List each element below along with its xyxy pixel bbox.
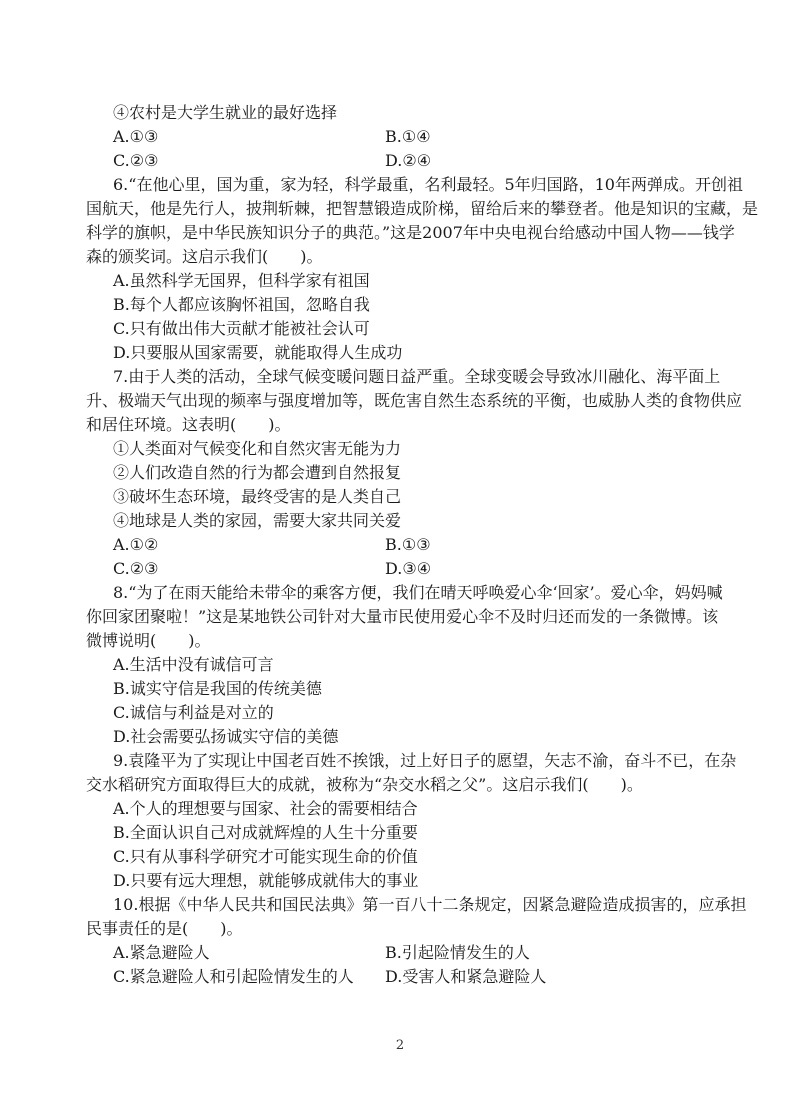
q6-option-c: C.只有做出伟大贡献才能被社会认可 (113, 319, 370, 338)
q7-stem-line-2: 升、极端天气出现的频率与强度增加等，既危害自然生态系统的平衡，也威胁人类的食物供应 (86, 391, 743, 410)
q10-option-d: D.受害人和紧急避险人 (385, 967, 547, 986)
q5-option-b: B.①④ (385, 127, 431, 146)
q8-stem-line-2: 你回家团聚啦！”这是某地铁公司针对大量市民使用爱心伞不及时归还而发的一条微博。该 (86, 607, 719, 626)
q5-option-a: A.①③ (113, 127, 159, 146)
q5-item-4: ④农村是大学生就业的最好选择 (113, 103, 338, 122)
q6-stem-line-2: 国航天，他是先行人，披荆斩棘，把智慧锻造成阶梯，留给后来的攀登者。他是知识的宝藏，是 (86, 199, 759, 218)
q7-option-d: D.③④ (385, 559, 432, 578)
q9-stem-line-1: 9.袁隆平为了实现让中国老百姓不挨饿，过上好日子的愿望，矢志不渝，奋斗不已，在杂 (113, 751, 737, 770)
q5-option-d: D.②④ (385, 151, 432, 170)
q7-item-1: ①人类面对气候变化和自然灾害无能为力 (113, 439, 402, 458)
q10-option-c: C.紧急避险人和引起险情发生的人 (113, 967, 354, 986)
q10-stem-line-2: 民事责任的是( )。 (86, 919, 243, 938)
q8-option-b: B.诚实守信是我国的传统美德 (113, 679, 322, 698)
q8-stem-line-1: 8.“为了在雨天能给未带伞的乘客方便，我们在晴天呼唤爱心伞‘回家’。爱心伞，妈妈喊 (113, 583, 723, 602)
q8-option-d: D.社会需要弘扬诚实守信的美德 (113, 727, 339, 746)
q7-item-3: ③破坏生态环境，最终受害的是人类自己 (113, 487, 402, 506)
q7-stem-line-3: 和居住环境。这表明( )。 (86, 415, 291, 434)
q7-item-4: ④地球是人类的家园，需要大家共同关爱 (113, 511, 402, 530)
q9-option-b: B.全面认识自己对成就辉煌的人生十分重要 (113, 823, 418, 842)
q6-option-d: D.只要服从国家需要，就能取得人生成功 (113, 343, 403, 362)
q5-option-c: C.②③ (113, 151, 159, 170)
q6-option-b: B.每个人都应该胸怀祖国，忽略自我 (113, 295, 370, 314)
q8-option-a: A.生活中没有诚信可言 (113, 655, 274, 674)
q8-option-c: C.诚信与利益是对立的 (113, 703, 274, 722)
q9-option-a: A.个人的理想要与国家、社会的需要相结合 (113, 799, 418, 818)
q6-option-a: A.虽然科学无国界，但科学家有祖国 (113, 271, 370, 290)
q9-option-d: D.只要有远大理想，就能够成就伟大的事业 (113, 871, 419, 890)
q8-stem-line-3: 微博说明( )。 (86, 631, 211, 650)
q6-stem-line-1: 6.“在他心里，国为重，家为轻，科学最重，名利最轻。5年归国路，10年两弹成。开创祖 (113, 175, 743, 194)
q10-option-a: A.紧急避险人 (113, 943, 210, 962)
q6-stem-line-3: 科学的旗帜，是中华民族知识分子的典范。”这是2007年中央电视台给感动中国人物——钱学 (86, 223, 735, 242)
q7-option-c: C.②③ (113, 559, 159, 578)
q9-option-c: C.只有从事科学研究才可能实现生命的价值 (113, 847, 418, 866)
q7-option-b: B.①③ (385, 535, 431, 554)
q7-stem-line-1: 7.由于人类的活动，全球气候变暖问题日益严重。全球变暖会导致冰川融化、海平面上 (113, 367, 721, 386)
q6-stem-line-4: 森的颁奖词。这启示我们( )。 (86, 247, 323, 266)
q7-item-2: ②人们改造自然的行为都会遭到自然报复 (113, 463, 402, 482)
q7-option-a: A.①② (113, 535, 159, 554)
q10-option-b: B.引起险情发生的人 (385, 943, 530, 962)
page-number: 2 (395, 1038, 405, 1053)
q10-stem-line-1: 10.根据《中华人民共和国民法典》第一百八十二条规定，因紧急避险造成损害的，应承担 (113, 895, 747, 914)
q9-stem-line-2: 交水稻研究方面取得巨大的成就，被称为“杂交水稻之父”。这启示我们( )。 (86, 775, 643, 794)
